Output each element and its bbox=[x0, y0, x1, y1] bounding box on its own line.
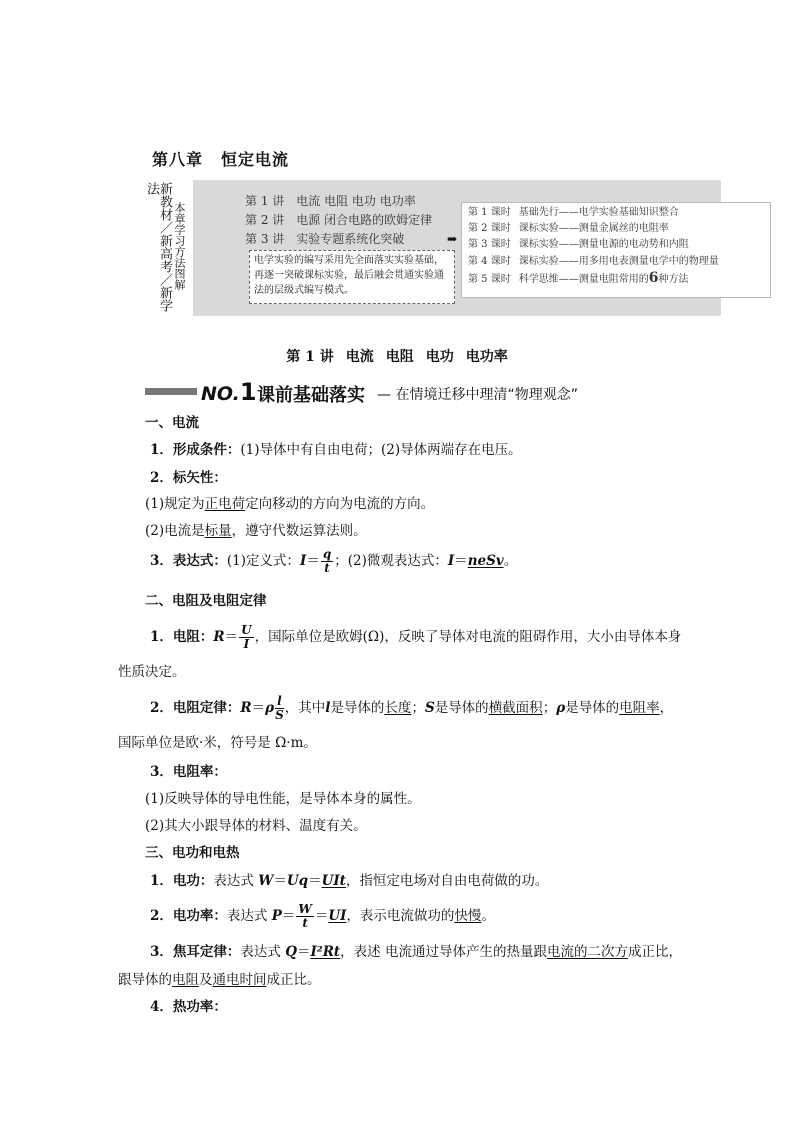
para-expression: 3．表达式：(1)定义式：I＝ $\frac{q}{t}$ ；(2)微观表达式：I＝neSv。 bbox=[150, 547, 518, 575]
para-resistance-law: 2．电阻定律：R＝ρ $\frac{l}{S}$ ，其中l是导体的长度；S是导体的横截面积；ρ是导体的电阻率， bbox=[150, 694, 674, 722]
lecture-list bbox=[245, 192, 444, 249]
experiment-intro-note: 电学实验的编写采用先全面落实实验基础，再逐一突破课标实验，最后融会贯通实验通法的层级式编写模式。 bbox=[249, 250, 455, 304]
heading-work-heat: 三、电功和电热 bbox=[145, 845, 240, 861]
banner-bar bbox=[145, 388, 197, 395]
banner-side-subtitle: 本章学习方法图解 bbox=[173, 202, 186, 290]
para-resistance-cont: 性质决定。 bbox=[118, 664, 186, 680]
para-direction: (1)规定为正电荷定向移动的方向为电流的方向。 bbox=[145, 496, 435, 512]
arrow-right-icon: ➡ bbox=[447, 232, 458, 246]
lesson-item: 第 5 课时 科学思维——测量电阻常用的6种方法 bbox=[468, 269, 689, 286]
para-scalar: 2．标矢性： bbox=[150, 470, 227, 486]
para-heat-power: 4．热功率： bbox=[150, 999, 227, 1015]
lesson-list bbox=[461, 202, 771, 298]
lecture-item: 第 1 讲 电流 电阻 电功 电功率 bbox=[245, 194, 416, 208]
heading-current: 一、电流 bbox=[145, 415, 199, 431]
para-resistivity-1: (1)反映导体的导电性能，是导体本身的属性。 bbox=[145, 791, 421, 807]
para-condition: 1．形成条件：(1)导体中有自由电荷；(2)导体两端存在电压。 bbox=[150, 442, 522, 458]
chapter-title: 恒定电流 bbox=[221, 150, 290, 169]
lesson-item: 第 4 课时 课标实验——用多用电表测量电学中的物理量 bbox=[468, 255, 719, 267]
para-algebra: (2)电流是标量，遵守代数运算法则。 bbox=[145, 523, 367, 539]
section-title: 课前基础落实 bbox=[257, 385, 365, 406]
lecture-item: 第 3 讲 实验专题系统化突破 bbox=[245, 232, 405, 246]
heading-resistance: 二、电阻及电阻定律 bbox=[145, 593, 267, 609]
fraction: $\frac{W}{t}$ bbox=[298, 902, 312, 930]
para-resistance: 1．电阻：R＝ $\frac{U}{I}$ ，国际单位是欧姆(Ω)，反映了导体对电流的阻碍作用，大小由导体本身 bbox=[150, 623, 682, 651]
lecture-item: 第 2 讲 电源 闭合电路的欧姆定律 bbox=[245, 213, 433, 227]
fraction: $\frac{U}{I}$ bbox=[241, 623, 252, 651]
banner-side-title: 新教材／新高考／新学法 bbox=[144, 182, 172, 312]
para-electric-work: 1．电功：表达式 W＝Uq＝UIt，指恒定电场对自由电荷做的功。 bbox=[150, 873, 549, 889]
lecture-title: 第 1 讲 电流 电阻 电功 电功率 bbox=[286, 349, 508, 365]
para-electric-power: 2．电功率：表达式 P＝ $\frac{W}{t}$ ＝UI，表示电流做功的快慢。 bbox=[150, 902, 495, 930]
para-law-unit: 国际单位是欧·米，符号是 Ω·m。 bbox=[118, 735, 317, 751]
lesson-item: 第 3 课时 课标实验——测量电源的电动势和内阻 bbox=[468, 239, 689, 251]
para-resistivity: 3．电阻率： bbox=[150, 764, 227, 780]
section-number: NO.1 bbox=[201, 378, 257, 406]
chapter-number: 第八章 bbox=[152, 150, 204, 169]
para-joule-law: 3．焦耳定律：表达式 Q＝I²Rt，表述 电流通过导体产生的热量跟电流的二次方成正比， bbox=[150, 944, 682, 960]
lesson-item: 第 1 课时 基础先行——电学实验基础知识整合 bbox=[468, 207, 679, 218]
overview-box bbox=[193, 180, 721, 316]
chapter-heading bbox=[152, 147, 307, 170]
section-subtitle: — 在情境迁移中理清“物理观念” bbox=[377, 387, 578, 403]
para-resistivity-2: (2)其大小跟导体的材料、温度有关。 bbox=[145, 818, 367, 834]
fraction: $\frac{q}{t}$ bbox=[322, 547, 332, 575]
fraction: $\frac{l}{S}$ bbox=[275, 694, 284, 722]
para-joule-law-cont: 跟导体的电阻及通电时间成正比。 bbox=[118, 972, 321, 988]
chapter-overview-banner bbox=[145, 180, 721, 316]
lesson-item: 第 2 课时 课标实验——测量金属丝的电阻率 bbox=[468, 223, 669, 235]
